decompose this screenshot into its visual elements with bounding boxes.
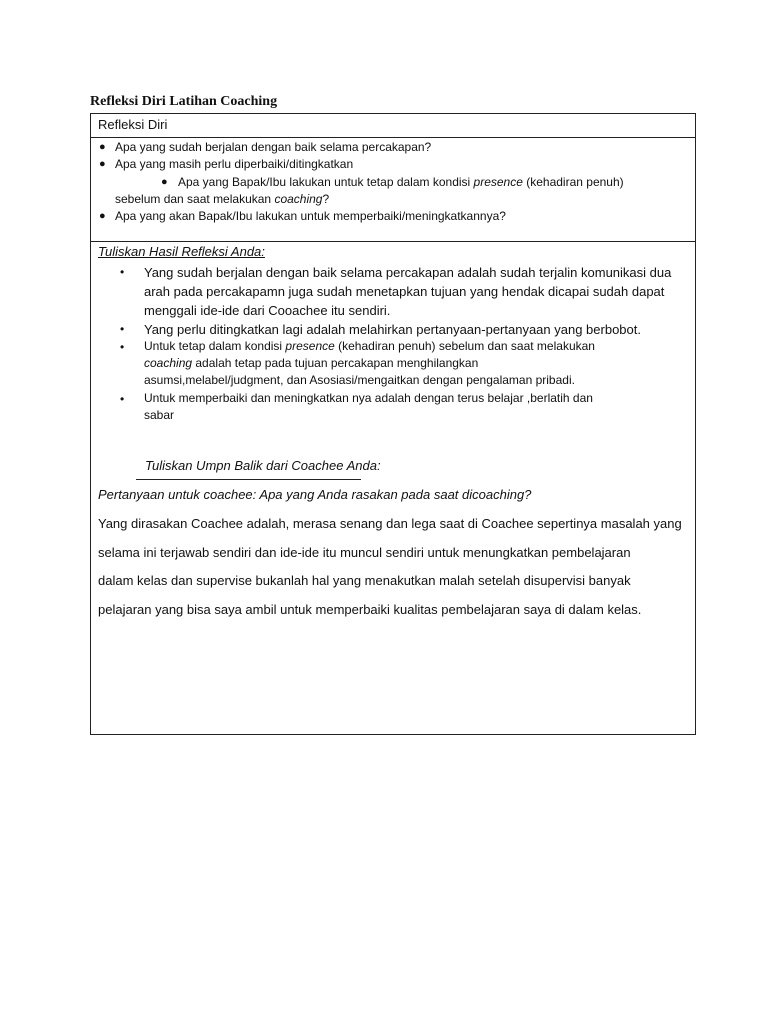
answer-cell	[91, 242, 695, 734]
prompt-item-3-text-end: (kehadiran penuh)	[522, 175, 624, 189]
prompt-item-1: Apa yang sudah berjalan dengan baik selama percakapan?	[115, 140, 432, 154]
feedback-heading-underline	[136, 479, 361, 480]
reflection-table	[90, 113, 696, 735]
feedback-heading: Tuliskan Umpn Balik dari Coachee Anda:	[145, 458, 381, 473]
reflection-item-3-line-2	[144, 355, 478, 372]
reflection-item-1-line-3: menggali ide-ide dari Cooachee itu sendiri.	[144, 303, 391, 318]
prompt-item-3	[178, 175, 624, 189]
reflection-item-4-line-1: Untuk memperbaiki dan meningkatkan nya adalah dengan terus belajar ,berlatih dan	[144, 391, 593, 405]
coachee-question: Pertanyaan untuk coachee: Apa yang Anda rasakan pada saat dicoaching?	[98, 487, 532, 502]
feedback-answer-line-1: Yang dirasakan Coachee adalah, merasa senang dan lega saat di Coachee sepertinya masalah yang	[98, 516, 682, 531]
reflection-item-4-line-2: sabar	[144, 408, 175, 422]
bullet-icon: ●	[99, 210, 106, 222]
item-3-text: Untuk tetap dalam kondisi	[144, 339, 286, 353]
reflection-item-3-line-3: asumsi,melabel/judgment, dan Asosiasi/mengaitkan dengan pengalaman pribadi.	[144, 373, 575, 387]
prompt-item-3-emphasis: presence	[473, 175, 523, 189]
reflection-item-3-line-1	[144, 338, 595, 355]
bullet-icon: ●	[99, 158, 106, 170]
table-header-cell: Refleksi Diri	[91, 114, 695, 138]
item-3-line-2-emphasis: coaching	[144, 356, 193, 370]
item-3-text-end: (kehadiran penuh) sebelum dan saat melakukan	[334, 339, 595, 353]
prompt-item-3c-text: sebelum dan saat melakukan	[115, 192, 275, 206]
document-title: Refleksi Diri Latihan Coaching	[90, 94, 278, 109]
prompt-item-3-continued	[115, 192, 329, 206]
bullet-icon: •	[120, 322, 125, 336]
reflection-item-1-line-1: Yang sudah berjalan dengan baik selama percakapan adalah sudah terjalin komunikasi dua	[144, 265, 672, 280]
prompt-item-3c-end: ?	[322, 192, 330, 206]
bullet-icon: •	[120, 392, 125, 406]
reflection-item-1-line-2: arah pada percakapamn juga sudah menetapkan tujuan yang hendak dicapai sudah dapat	[144, 284, 665, 299]
item-3-line-2-text: adalah tetap pada tujuan percakapan menghilangkan	[192, 356, 479, 370]
bullet-icon: ●	[161, 176, 168, 188]
prompt-item-3c-emphasis: coaching	[274, 192, 323, 206]
feedback-answer-line-2: selama ini terjawab sendiri dan ide-ide itu muncul sendiri untuk menungkatkan pembelajaran	[98, 545, 631, 560]
prompt-cell	[91, 138, 695, 242]
prompt-item-2: Apa yang masih perlu diperbaiki/ditingkatkan	[115, 157, 354, 171]
reflection-item-2: Yang perlu ditingkatkan lagi adalah melahirkan pertanyaan-pertanyaan yang berbobot.	[144, 322, 641, 337]
bullet-icon: ●	[99, 141, 106, 153]
prompt-item-3-text: Apa yang Bapak/Ibu lakukan untuk tetap dalam kondisi	[178, 175, 474, 189]
bullet-icon: •	[120, 340, 125, 354]
prompt-item-4: Apa yang akan Bapak/Ibu lakukan untuk memperbaiki/meningkatkannya?	[115, 209, 506, 223]
bullet-icon: •	[120, 265, 125, 279]
reflection-heading: Tuliskan Hasil Refleksi Anda:	[98, 244, 265, 259]
feedback-answer-line-3: dalam kelas dan supervise bukanlah hal yang menakutkan malah setelah disupervisi banyak	[98, 573, 631, 588]
item-3-emphasis: presence	[285, 339, 335, 353]
feedback-answer-line-4: pelajaran yang bisa saya ambil untuk memperbaiki kualitas pembelajaran saya di dalam kelas.	[98, 602, 642, 617]
